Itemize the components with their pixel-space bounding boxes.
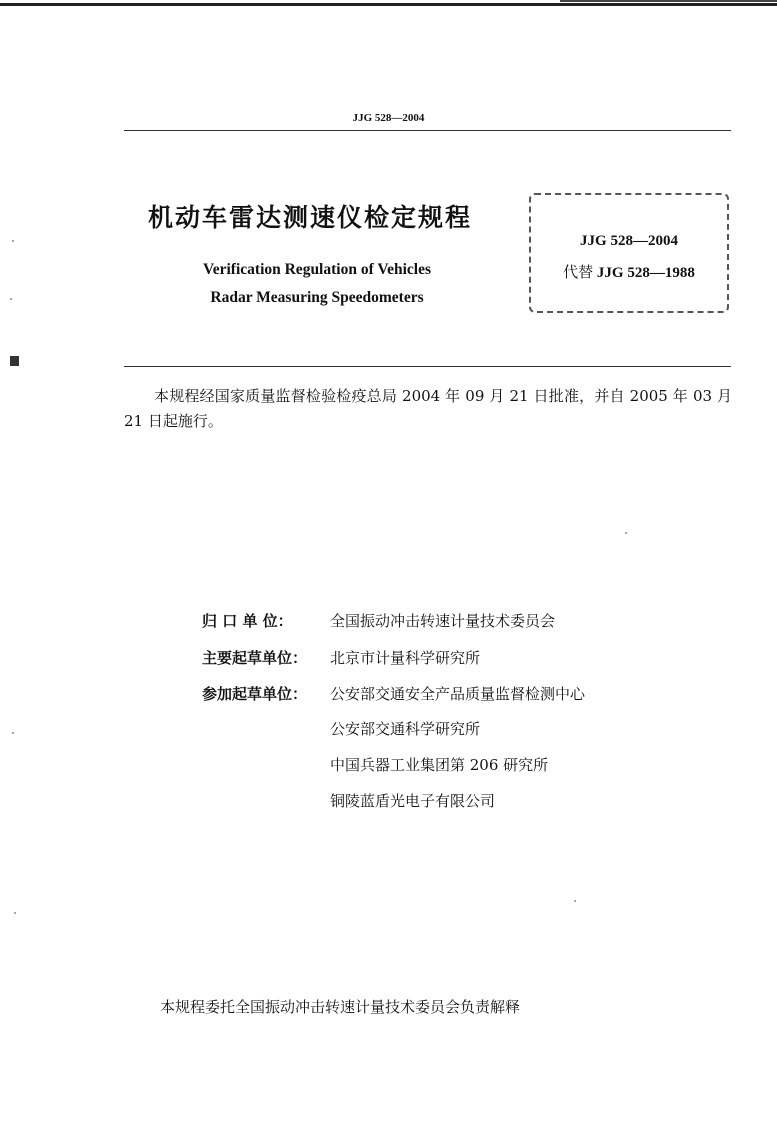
scan-speck (574, 900, 576, 902)
header-code: JJG 528—2004 (352, 112, 425, 124)
participating-drafter-label: 参加起草单位： (202, 685, 308, 703)
interpretation-note: 本规程委托全国振动冲击转速计量技术委员会负责解释 (160, 998, 521, 1016)
page-title-en-line1: Verification Regulation of Vehicles (202, 261, 432, 278)
section-rule (124, 366, 731, 367)
scan-border-line (0, 3, 777, 6)
replaces-prefix: 代替 (563, 263, 594, 281)
scan-border-line (560, 0, 777, 2)
participating-drafter-value: 铜陵蓝盾光电子有限公司 (330, 792, 496, 810)
header-rule (124, 130, 731, 131)
page-title-cn: 机动车雷达测速仪检定规程 (148, 203, 473, 232)
code-box (529, 193, 729, 313)
scan-speck (12, 732, 14, 734)
scan-speck (625, 532, 627, 534)
scan-artifact-mark (10, 356, 19, 366)
replaces-code: JJG 528—1988 (596, 265, 695, 281)
standard-code: JJG 528—2004 (580, 233, 678, 249)
participating-drafter-value: 中国兵器工业集团第 206 研究所 (330, 756, 549, 774)
page-title-en-line2: Radar Measuring Speedometers (210, 289, 424, 306)
scan-speck (10, 298, 12, 300)
scan-speck (12, 240, 14, 242)
responsible-unit-value: 全国振动冲击转速计量技术委员会 (330, 612, 556, 630)
participating-drafter-value: 公安部交通安全产品质量监督检测中心 (330, 685, 586, 703)
approval-paragraph: 本规程经国家质量监督检验检疫总局 2004 年 09 月 21 日批准，并自 2005 年 03 月 21 日起施行。 (124, 387, 732, 430)
main-drafter-value: 北京市计量科学研究所 (330, 649, 481, 667)
participating-drafter-value: 公安部交通科学研究所 (330, 720, 481, 738)
scan-speck (14, 912, 16, 914)
main-drafter-label: 主要起草单位： (202, 649, 308, 667)
replaces-line (531, 261, 727, 282)
responsible-unit-label: 归 口 单 位： (202, 612, 293, 630)
